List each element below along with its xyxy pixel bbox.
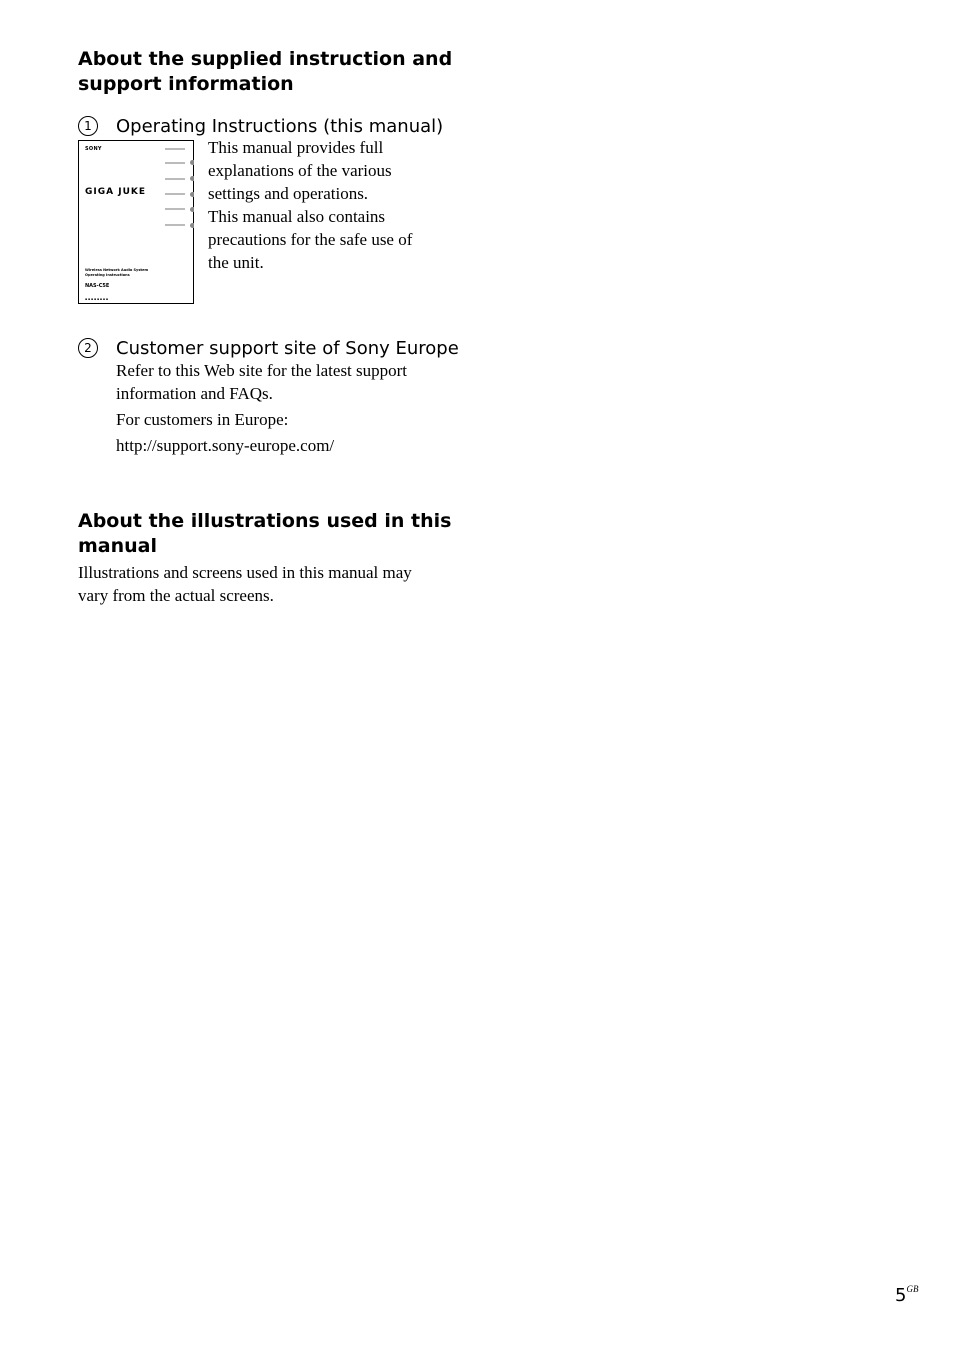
cover-tab [190, 192, 194, 197]
cover-subtitle: Wireless Network Audio System [85, 268, 149, 272]
item1-description [208, 136, 448, 274]
section-heading-supplied-info: About the supplied instruction and support information [78, 48, 453, 95]
item-title: Customer support site of Sony Europe [116, 337, 459, 359]
cover-brand: SONY [85, 146, 102, 152]
item1-line: This manual also contains [208, 207, 386, 226]
manual-cover-illustration [78, 140, 194, 304]
page-number-suffix: GB [906, 1284, 919, 1294]
illustrations-line: vary from the actual screens. [78, 586, 274, 605]
cover-tab-label [165, 162, 185, 164]
item-number-badge: 1 [78, 116, 98, 136]
cover-tab [190, 160, 194, 165]
item1-line: settings and operations. [208, 184, 369, 203]
item2-line: information and FAQs. [116, 384, 273, 403]
item1-line: the unit. [208, 253, 264, 272]
cover-tab-label [165, 148, 185, 150]
item1-line: This manual provides full [208, 138, 384, 157]
cover-copyright: ▪ ▪ ▪ ▪ ▪ ▪ ▪ ▪ [85, 297, 108, 301]
item1-line: explanations of the various [208, 161, 392, 180]
item2-line: For customers in Europe: [116, 410, 289, 429]
item-title: Operating Instructions (this manual) [116, 115, 444, 137]
cover-tab-label [165, 178, 185, 180]
item1-line: precautions for the safe use of [208, 230, 413, 249]
cover-tab [190, 207, 194, 212]
cover-tab-label [165, 208, 185, 210]
page-number [895, 1285, 918, 1306]
cover-tab-label [165, 224, 185, 226]
item2-description [116, 359, 456, 457]
illustrations-description [78, 561, 458, 607]
cover-tab [190, 176, 194, 181]
cover-subtitle: Operating Instructions [85, 273, 130, 277]
cover-model: NAS-C5E [85, 283, 110, 289]
page-number-value: 5 [895, 1285, 907, 1306]
item-customer-support [78, 335, 459, 361]
cover-tab-label [165, 193, 185, 195]
illustrations-line: Illustrations and screens used in this manual may [78, 563, 412, 582]
item2-line: Refer to this Web site for the latest support [116, 361, 408, 380]
item-number-badge: 2 [78, 338, 98, 358]
section-heading-illustrations: About the illustrations used in this manual [78, 510, 452, 557]
cover-logo: GIGA JUKE [85, 187, 147, 197]
support-url: http://support.sony-europe.com/ [116, 436, 335, 455]
cover-tab [190, 223, 194, 228]
